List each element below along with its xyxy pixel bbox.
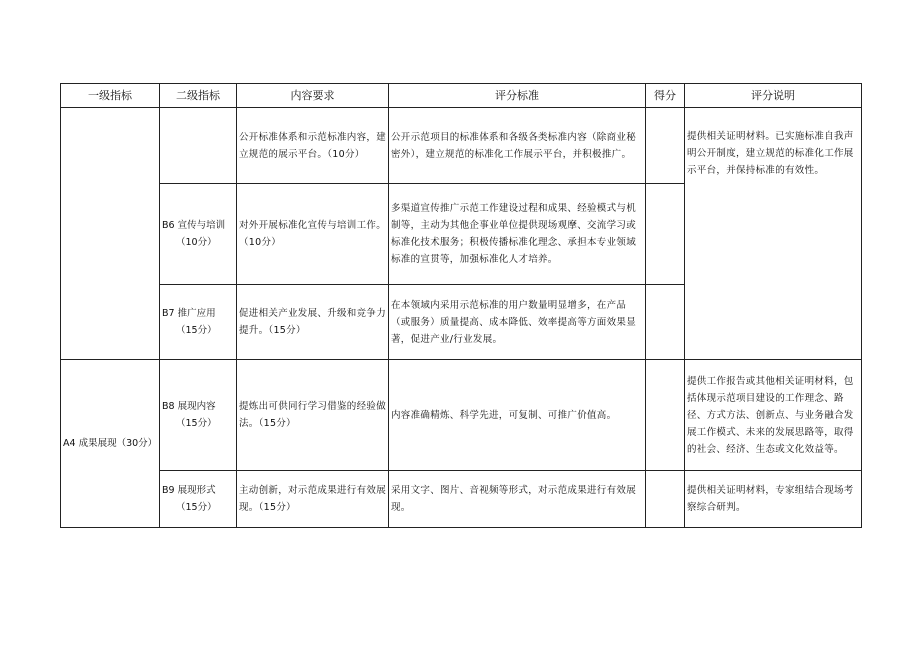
level2-name: B8 展现内容 (162, 401, 216, 412)
level1-cell-empty (61, 108, 160, 360)
scoring-table (60, 83, 862, 528)
level2-points: （15分） (176, 418, 217, 429)
criteria-cell: 公开示范项目的标准体系和各级各类标准内容（除商业秘密外），建立规范的标准化工作展示平台，并积极推广。 (389, 108, 646, 184)
content-cell: 促进相关产业发展、升级和竞争力提升。（15分） (237, 285, 389, 360)
header-content: 内容要求 (237, 84, 389, 108)
level2-name: B7 推广应用 (162, 308, 216, 319)
content-cell: 公开标准体系和示范标准内容，建立规范的展示平台。（10分） (237, 108, 389, 184)
table-row (61, 471, 862, 528)
criteria-cell: 内容准确精炼、科学先进，可复制、可推广价值高。 (389, 360, 646, 471)
header-score: 得分 (646, 84, 685, 108)
content-cell: 对外开展标准化宣传与培训工作。（10分） (237, 184, 389, 285)
criteria-cell: 采用文字、图片、音视频等形式，对示范成果进行有效展现。 (389, 471, 646, 528)
header-row (61, 84, 862, 108)
note-cell: 提供工作报告或其他相关证明材料，包括体现示范项目建设的工作理念、路径、方式方法、创新点、与业务融合发展工作模式、未来的发展思路等，取得的社会、经济、生态或文化效益等。 (685, 360, 862, 471)
header-level1: 一级指标 (61, 84, 160, 108)
level2-cell (160, 360, 237, 471)
level1-cell: A4 成果展现（30分） (61, 360, 160, 528)
criteria-cell: 多渠道宣传推广示范工作建设过程和成果、经验模式与机制等，主动为其他企事业单位提供现场观摩、交流学习或标准化技术服务；积极传播标准化理念、承担本专业领域标准的宣贯等，加强标准化人才培养。 (389, 184, 646, 285)
note-cell: 提供相关证明材料。已实施标准自我声明公开制度，建立规范的标准化工作展示平台，并保持标准的有效性。 (685, 108, 862, 360)
criteria-cell: 在本领域内采用示范标准的用户数量明显增多，在产品（或服务）质量提高、成本降低、效率提高等方面效果显著，促进产业/行业发展。 (389, 285, 646, 360)
level2-points: （15分） (176, 325, 217, 336)
header-level2: 二级指标 (160, 84, 237, 108)
level2-cell (160, 285, 237, 360)
score-cell[interactable] (646, 108, 685, 184)
level2-name: B6 宣传与培训 (162, 220, 226, 231)
score-cell[interactable] (646, 285, 685, 360)
level2-cell-empty (160, 108, 237, 184)
level2-cell (160, 184, 237, 285)
level2-name: B9 展现形式 (162, 485, 216, 496)
level2-cell (160, 471, 237, 528)
table-row (61, 360, 862, 471)
score-cell[interactable] (646, 471, 685, 528)
score-cell[interactable] (646, 360, 685, 471)
score-cell[interactable] (646, 184, 685, 285)
content-cell: 主动创新，对示范成果进行有效展现。（15分） (237, 471, 389, 528)
content-cell: 提炼出可供同行学习借鉴的经验做法。（15分） (237, 360, 389, 471)
level2-points: （15分） (176, 502, 217, 513)
level2-points: （10分） (176, 237, 217, 248)
table-row (61, 108, 862, 184)
header-criteria: 评分标准 (389, 84, 646, 108)
note-cell: 提供相关证明材料，专家组结合现场考察综合研判。 (685, 471, 862, 528)
header-note: 评分说明 (685, 84, 862, 108)
